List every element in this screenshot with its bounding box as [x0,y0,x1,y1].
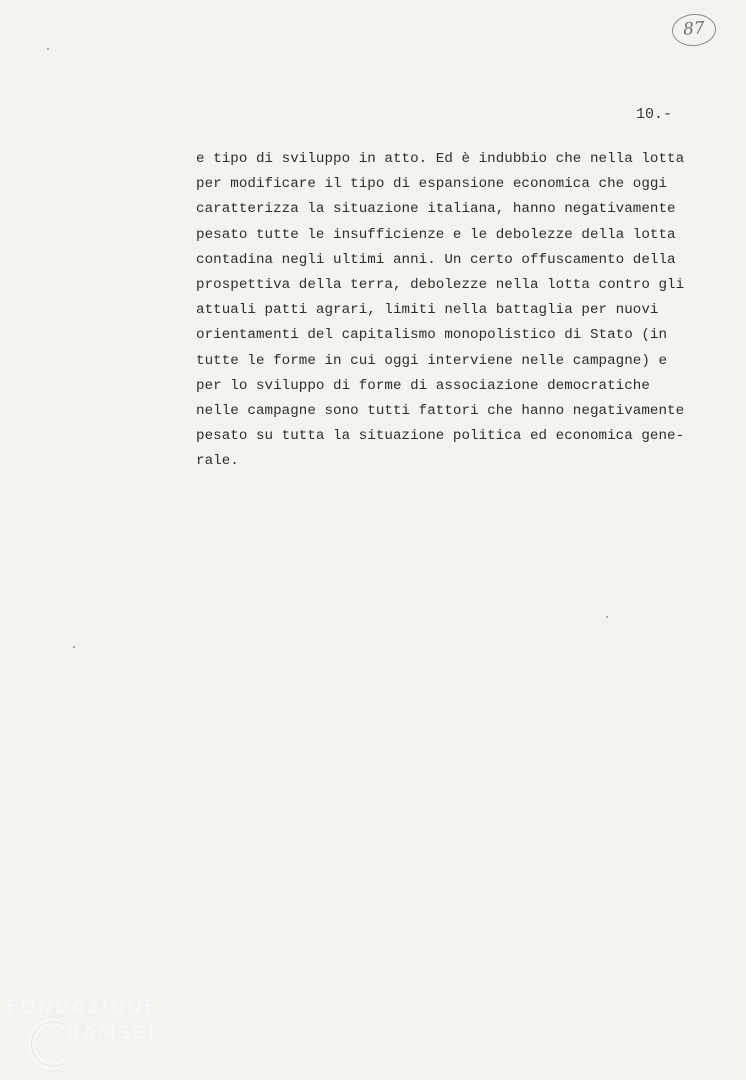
text-line: tutte le forme in cui oggi interviene nelle campagne) e [196,352,668,369]
text-line: contadina negli ultimi anni. Un certo offuscamento della [196,251,676,268]
body-text [196,147,684,474]
text-line: e tipo di sviluppo in atto. Ed è indubbio che nella lotta [196,151,685,167]
paper-speck [606,616,608,618]
text-line: caratterizza la situazione italiana, hanno negativamente [196,201,676,218]
text-line: per lo sviluppo di forme di associazione democratiche [196,377,650,394]
watermark [6,996,206,1076]
watermark-line2: RAMSCI [66,1022,155,1044]
text-line: per modificare il tipo di espansione economica che oggi [196,176,668,193]
text-line: attuali patti agrari, limiti nella battaglia per nuovi [196,302,659,319]
text-line: orientamenti del capitalismo monopolistico di Stato (in [196,327,668,344]
paper-speck [73,646,75,648]
page-number: 10.- [636,106,673,123]
watermark-line1: FONDAZIONE [6,996,158,1018]
text-line: rale. [196,453,239,470]
text-line: pesato su tutta la situazione politica ed economica gene- [196,428,685,445]
text-line: pesato tutte le insufficienze e le debolezze della lotta [196,226,676,243]
archive-stamp: 87 [671,13,717,48]
paper-speck [47,48,49,50]
text-line: nelle campagne sono tutti fattori che hanno negativamente [196,402,685,419]
text-line: prospettiva della terra, debolezze nella lotta contro gli [196,276,685,293]
